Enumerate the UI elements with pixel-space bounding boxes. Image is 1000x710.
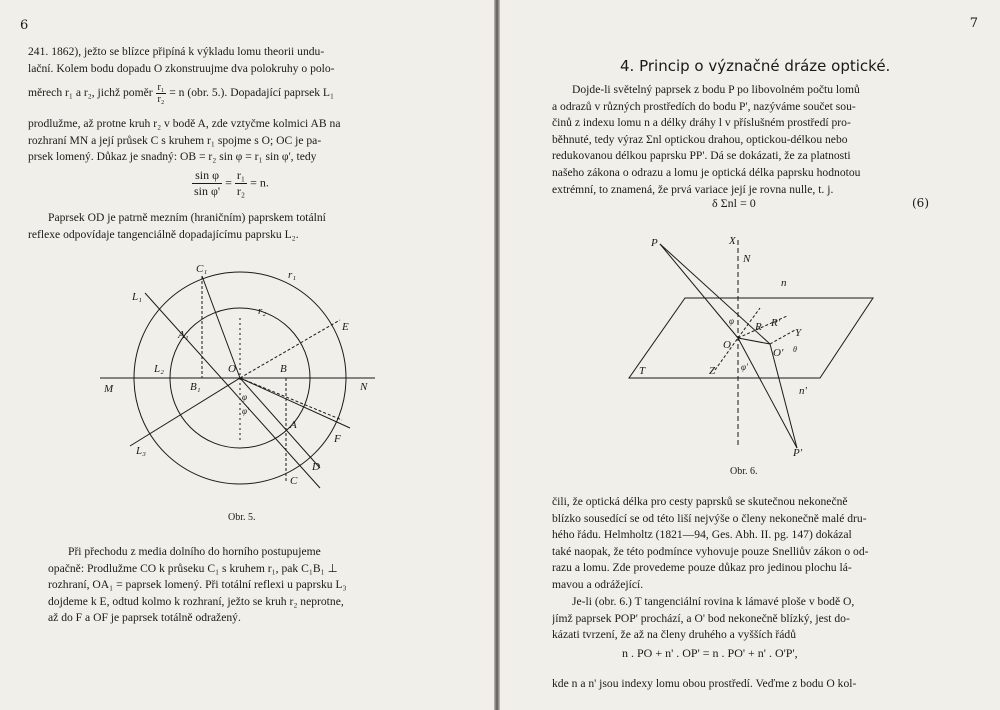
line-O-prime-Y: [770, 330, 795, 344]
text-line: také naopak, že této podmínce vyhovuje pouze Snelliův zákon o od-: [552, 544, 869, 558]
label-phi: φ: [729, 316, 734, 326]
ray-dashed: [240, 378, 342, 420]
label-R: R: [755, 321, 762, 333]
text-line: Dojde-li světelný paprsek z bodu P po libovolném počtu lomů: [572, 83, 860, 96]
text-line: činů z indexu lomu n a délky dráhy l v příslušném prostředí pro-: [552, 116, 851, 130]
text-line: reflexe odpovídaje tangenciálně dopadajícímu paprsku L₂.: [28, 227, 299, 241]
fraction-denominator: sin φ': [194, 184, 221, 198]
text-line: kde n a n' jsou indexy lomu obou prostředí. Veďme z bodu O kol-: [552, 677, 857, 690]
fraction: [235, 168, 247, 199]
figure-6: [615, 230, 895, 458]
ray-OP-prime: [738, 338, 797, 448]
text-line: Je-li (obr. 6.) T tangenciální rovina k lámavé ploše v bodě O,: [572, 595, 855, 608]
text-line: čili, že optická délka pro cesty paprsků se skutečnou nekonečně: [552, 495, 848, 508]
label-phi-prime: φ': [741, 362, 748, 372]
label-C1: C₁: [196, 263, 208, 275]
paragraph-3: [48, 544, 468, 627]
fraction-denominator: r₂: [157, 94, 165, 105]
text-line: rozhraní, OA₁ = paprsek lomený. Při totální reflexi u paprsku L₃: [48, 578, 347, 592]
text-line: jímž paprsek POP' prochází, a O' bod nekonečně blízký, jest do-: [552, 611, 850, 625]
text-line: blízko sousedící se od této liší nejvýše o členy nekonečně malé dru-: [552, 511, 867, 525]
label-N: N: [360, 381, 368, 393]
text-line: a odrazů v různých prostředích do bodu P', nazýváme součet sou-: [552, 99, 856, 113]
equation-optical-path: n . PO + n' . OP' = n . PO' + n' . O'P',: [622, 646, 798, 660]
text-line: mavou a odrážející.: [552, 577, 644, 591]
paragraph-3: [552, 594, 932, 644]
label-O-prime: O': [773, 347, 784, 359]
equals-sign: =: [225, 175, 232, 190]
ray-OD: [240, 378, 320, 468]
label-E: E: [342, 321, 349, 333]
label-O: O: [228, 363, 236, 375]
ray-L3: [130, 378, 240, 446]
paragraph-2: [28, 210, 468, 243]
fraction-numerator: r₁: [157, 82, 165, 93]
label-L1: L₁: [132, 291, 142, 303]
label-L3: L₃: [136, 445, 146, 457]
page-number: 6: [20, 18, 29, 33]
label-theta: θ: [793, 345, 797, 354]
text-fragment: = n (obr. 5.). Dopadající paprsek L₁: [169, 86, 335, 100]
figure-caption: Obr. 5.: [228, 512, 256, 523]
label-D: D: [312, 461, 320, 473]
label-A1: A₁: [178, 329, 189, 341]
text-line: našeho zákona o odrazu a lomu je optická délka paprsku hodnotou: [552, 165, 861, 179]
text-line: kázati tvrzení, že až na členy druhého a vyšších řádů: [552, 628, 797, 642]
left-page: [0, 0, 494, 710]
text-line: běhnuté, tedy výraz Σnl optickou drahou, optickou-délkou nebo: [552, 132, 848, 146]
text-line: Při přechodu z media dolního do horního postupujeme: [68, 545, 321, 558]
paragraph-1: [552, 82, 932, 198]
paragraph-2: [552, 494, 932, 594]
text-fragment: = n.: [250, 175, 269, 190]
label-F: F: [334, 433, 341, 445]
ray-O-prime-P-prime: [770, 344, 797, 448]
ray-PO-prime: [660, 244, 770, 344]
label-A: A: [290, 419, 297, 431]
text-line: opačně: Prodlužme CO k průseku C₁ s kruhem r₁, pak C₁B₁ ⊥: [48, 561, 338, 575]
snell-ratio-formula: [192, 168, 269, 199]
label-T: T: [639, 365, 646, 377]
label-r1: r₁: [288, 269, 297, 281]
text-line: lační. Kolem bodu dopadu O zkonstruujme dva polokruhy o polo-: [28, 61, 335, 75]
label-phi-prime: φ': [242, 406, 249, 416]
text-line: až do F a OF je paprsek totálně odražený.: [48, 611, 241, 625]
ray-PO: [660, 244, 738, 338]
figure-5: [90, 258, 390, 508]
text-line: redukovanou délkou paprsku PP'. Dá se dokázati, že za platnosti: [552, 149, 851, 163]
segment-OO-prime: [738, 338, 770, 344]
fraction: [156, 82, 167, 105]
section-heading: 4. Princip o význačné dráze optické.: [620, 57, 891, 75]
text-line: hého řádu. Helmholtz (1821—94, Ges. Abh. II. pg. 147) dokázal: [552, 528, 852, 542]
label-B1: B₁: [190, 381, 201, 393]
label-n: n: [781, 277, 787, 289]
label-Z: Z: [709, 365, 716, 377]
label-N: N: [743, 253, 751, 265]
fraction-numerator: sin φ: [192, 168, 222, 184]
fraction: [192, 168, 222, 199]
text-line: razu a lomu. Zde provedeme pouze důkaz pro jedinou plochu lá-: [552, 561, 852, 575]
label-r2: r₂: [258, 305, 267, 317]
label-n-prime: n': [799, 385, 807, 397]
label-P: P: [651, 237, 658, 249]
fraction-denominator: r₂: [236, 184, 246, 198]
text-line: dojdeme k E, odtud kolmo k rozhraní, ježto se kruh r₂ neprotne,: [48, 594, 344, 608]
paragraph-1: [28, 44, 468, 77]
label-P-prime: P': [793, 447, 803, 458]
text-line: prsek lomený. Důkaz je snadný: OB = r₂ sin φ = r₁ sin φ', tedy: [28, 150, 317, 164]
fraction-numerator: r₁: [236, 168, 246, 182]
label-B: B: [280, 363, 287, 375]
plane-T: [629, 298, 873, 378]
text-line: extrémní, to znamená, že prvá variace její je rovna nulle, t. j.: [552, 182, 834, 196]
label-Y: Y: [795, 327, 802, 339]
text-line: Paprsek OD je patrně mezním (hraničním) paprskem totální: [48, 211, 326, 224]
label-X: X: [729, 235, 736, 247]
label-C: C: [290, 475, 298, 487]
equation-6: δ Σnl = 0: [712, 196, 756, 210]
text-line: 241. 1862), ježto se blízce připíná k výkladu lomu theorii undu-: [28, 45, 325, 58]
label-M: M: [104, 383, 114, 395]
text-line: prodlužme, až protne kruh r₂ v bodě A, zde vztyčme kolmici AB na: [28, 117, 341, 130]
paragraph-1-continued: [28, 116, 468, 166]
page-number: 7: [969, 16, 978, 31]
label-O: O: [723, 339, 731, 351]
label-phi: φ: [242, 392, 247, 402]
text-line: rozhraní MN a její průsek C s kruhem r₁ spojme s O; OC je pa-: [28, 133, 322, 147]
text-fragment: měrech r₁ a r₂, jichž poměr: [28, 86, 153, 100]
label-R-prime: R': [771, 317, 781, 329]
label-L2: L₂: [154, 363, 164, 375]
text-line-with-fraction: [28, 82, 334, 105]
paragraph-4: [552, 676, 932, 693]
equation-number: (6): [912, 196, 929, 210]
figure-caption: Obr. 6.: [730, 466, 758, 477]
